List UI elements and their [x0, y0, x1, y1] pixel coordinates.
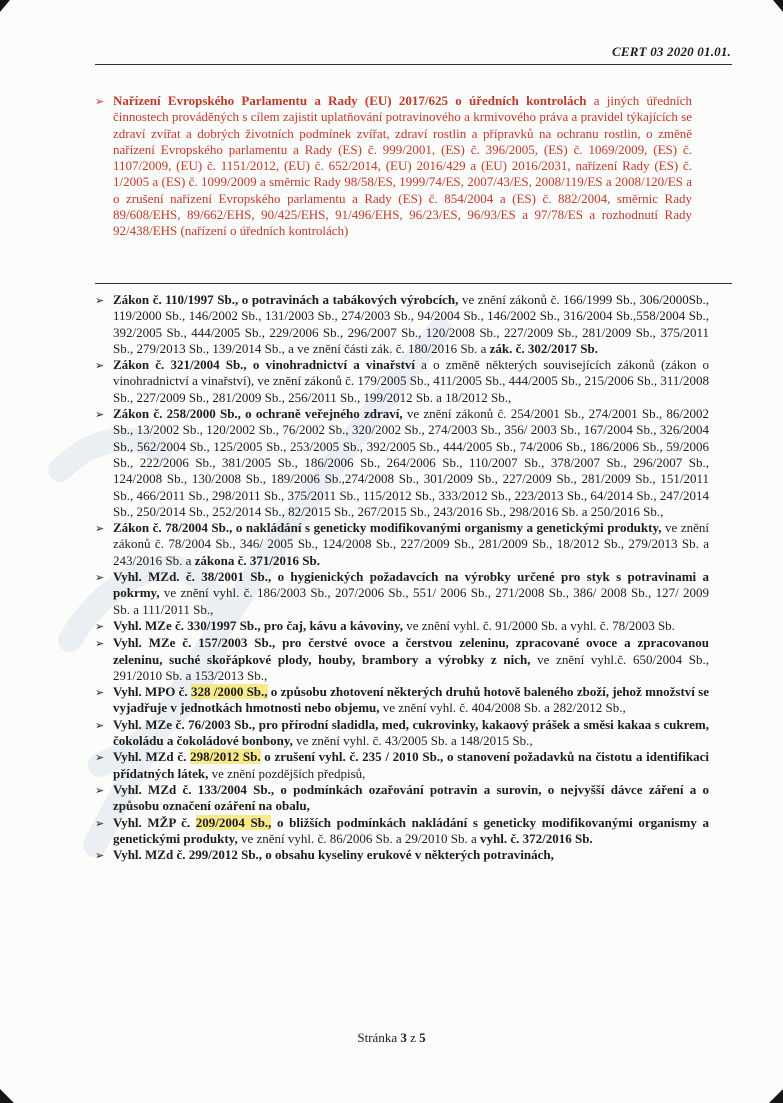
list-item	[95, 357, 709, 406]
list-item	[95, 635, 709, 684]
highlighted-text: 328 /2000 Sb.,	[190, 684, 268, 700]
list-item	[95, 93, 692, 240]
list-item-text	[113, 635, 709, 684]
list-item	[95, 292, 709, 357]
list-item-text	[113, 717, 709, 750]
text-segment: ve znění zákonů č. 254/2001 Sb., 274/2001 Sb., 86/2002 Sb., 13/2002 Sb., 120/2002 Sb., 76/2002 Sb., 320/2002 Sb., 274/2003 Sb., 356/ 2003 Sb., 167/2004 Sb., 326/2004 Sb., 562/2004 Sb., 125/2005 Sb., 253/2005 Sb., 392/2005 Sb., 444/2005 Sb., 74/2006 Sb., 186/2006 Sb., 59/2006 Sb., 222/2006 Sb., 381/2005 Sb., 186/2006 Sb., 264/2006 Sb., 110/2007 Sb., 378/2007 Sb., 296/2007 Sb., 124/2008 Sb., 130/2008 Sb., 189/2006 Sb.,274/2008 Sb., 301/2009 Sb., 227/2009 Sb., 281/2009 Sb., 151/2011 Sb., 466/2011 Sb., 298/2011 Sb., 375/2011 Sb., 115/2012 Sb., 333/2012 Sb., 223/2013 Sb., 64/2014 Sb., 247/2014 Sb., 250/2014 Sb., 252/2014 Sb., 82/2015 Sb., 267/2015 Sb., 243/2016 Sb., 298/2016 Sb. a 250/2016 Sb.,	[113, 406, 709, 519]
text-segment: ve znění vyhl. č. 91/2000 Sb. a vyhl. č. 78/2003 Sb.	[403, 617, 675, 633]
arrow-bullet-icon: ➢	[95, 816, 105, 830]
list-item	[95, 406, 709, 520]
text-segment: Vyhl. MZd č.	[113, 749, 191, 765]
text-segment: ve znění vyhl. č. 186/2003 Sb., 207/2006 Sb., 551/ 2006 Sb., 271/2008 Sb., 386/ 2008 Sb., 127/ 2009 Sb. a 111/2011 Sb.,	[113, 585, 709, 617]
text-segment: Vyhl. MZd č. 133/2004 Sb., o podmínkách ozařování potravin a surovin, o nejvyšší dávce záření a o způsobu označení ozáření na obalu,	[113, 781, 709, 814]
list-item-text	[113, 93, 692, 240]
text-segment: o zrušení vyhl. č. 235 / 2010 Sb., o stanovení požadavků na čistotu a identifikaci přídatných látek,	[113, 749, 709, 781]
list-item-text	[113, 815, 709, 848]
list-item-text	[113, 520, 709, 569]
highlighted-text: 209/2004 Sb.,	[195, 814, 272, 830]
list-item	[95, 815, 709, 848]
list-item-text	[113, 684, 709, 717]
text-segment: ve znění zákonů č. 78/2004 Sb., 346/ 2005 Sb., 124/2008 Sb., 227/2009 Sb., 281/2009 Sb., 18/2012 Sb., 279/2013 Sb. a 243/2016 Sb. a	[113, 520, 710, 568]
list-item-text	[113, 357, 709, 406]
arrow-bullet-icon: ➢	[95, 95, 105, 108]
text-segment: Vyhl. MZe č. 330/1997 Sb., pro čaj, kávu a kávoviny,	[113, 617, 404, 633]
footer-page-total: 5	[419, 1030, 426, 1045]
scan-artifact-bottom-right	[769, 1089, 783, 1103]
text-segment: Vyhl. MZe č. 157/2003 Sb., pro čerstvé ovoce a čerstvou zeleninu, zpracované ovoce a zpracovanou zeleninu, suché skořápkové plody, houby, brambory a výrobky z nich,	[113, 635, 709, 667]
scan-artifact-top-left	[0, 0, 10, 12]
text-segment: zák. č. 302/2017 Sb.	[489, 340, 598, 356]
text-segment: Vyhl. MPO č.	[113, 684, 191, 700]
list-item	[95, 618, 709, 635]
list-item	[95, 520, 709, 569]
text-segment: ve znění vyhl. č. 43/2005 Sb. a 148/2015 Sb.,	[292, 733, 533, 749]
arrow-bullet-icon: ➢	[95, 686, 105, 700]
text-segment: ve znění vyhl. č. 86/2006 Sb. a 29/2010 Sb. a	[237, 830, 480, 846]
list-item	[95, 847, 709, 864]
text-segment: Vyhl. MZd. č. 38/2001 Sb., o hygienických požadavcích na výrobky určené pro styk s potravinami a pokrmy,	[113, 569, 709, 601]
arrow-bullet-icon: ➢	[95, 783, 105, 797]
list-item-text	[113, 618, 709, 635]
text-segment: o způsobu zhotovení některých druhů hotově baleného zboží, jehož množství se vyjadřuje v jednotkách hmotnosti nebo objemu,	[113, 684, 709, 716]
highlighted-text: 298/2012 Sb.	[190, 749, 261, 765]
list-item-text	[113, 569, 709, 618]
arrow-bullet-icon: ➢	[95, 571, 105, 585]
text-segment: a o změně některých souvisejících zákonů (zákon o vinohradnictví a vinařství), ve znění zákonů č. 179/2005 Sb., 411/2005 Sb., 444/2005 Sb., 215/2006 Sb., 311/2008 Sb., 227/2009 Sb., 281/2009 Sb., 256/2011 Sb., 199/2012 Sb. a 18/2012 Sb.,	[113, 357, 709, 405]
list-item-text	[113, 292, 709, 357]
list-item-text	[113, 749, 709, 782]
text-segment: zákona č. 371/2016 Sb.	[194, 552, 320, 568]
list-item	[95, 717, 709, 750]
text-segment: vyhl. č. 372/2016 Sb.	[480, 830, 593, 846]
text-segment: ve znění zákonů č. 166/1999 Sb., 306/2000Sb., 119/2000 Sb., 146/2002 Sb., 131/2003 Sb., 274/2003 Sb., 94/2004 Sb., 146/2002 Sb., 316/2004 Sb.,558/2004 Sb., 392/2005 Sb., 444/2005 Sb., 229/2006 Sb., 296/2007 Sb., 120/2008 Sb., 227/2009 Sb., 281/2009 Sb., 375/2011 Sb., 279/2013 Sb., 139/2014 Sb., a ve znění části zák. č. 180/2016 Sb. a	[113, 292, 709, 356]
scan-artifact-top-right	[773, 0, 783, 12]
arrow-bullet-icon: ➢	[95, 619, 105, 633]
page-footer	[0, 1030, 783, 1046]
text-segment: Vyhl. MZd č. 299/2012 Sb., o obsahu kyseliny erukové v některých potravinách,	[113, 847, 554, 863]
text-segment: Zákon č. 258/2000 Sb., o ochraně veřejného zdraví,	[113, 406, 403, 422]
header-divider	[95, 64, 732, 65]
list-item-text	[113, 782, 709, 815]
scan-artifact-bottom-left	[0, 1089, 14, 1103]
arrow-bullet-icon: ➢	[95, 522, 105, 536]
text-segment: ve znění vyhl.č. 650/2004 Sb., 291/2010 Sb. a 153/2013 Sb.,	[113, 651, 709, 683]
text-segment: Nařízení Evropského Parlamentu a Rady (EU) 2017/625 o úředních kontrolách	[113, 93, 587, 108]
text-segment: Vyhl. MZe č. 76/2003 Sb., pro přírodní sladidla, med, cukrovinky, kakaový prášek a směsi kakaa s cukrem, čokoládu a čokoládové bonbony,	[113, 716, 709, 749]
arrow-bullet-icon: ➢	[95, 359, 105, 373]
footer-page-number: 3	[400, 1030, 407, 1045]
regulation-list-national	[95, 292, 709, 864]
footer-separator: z	[410, 1030, 416, 1045]
arrow-bullet-icon: ➢	[95, 294, 105, 307]
section-divider	[95, 283, 732, 284]
arrow-bullet-icon: ➢	[95, 718, 105, 732]
text-segment: Vyhl. MŽP č.	[113, 814, 196, 830]
list-item	[95, 684, 709, 717]
text-segment: ve znění pozdějších předpisů,	[208, 765, 366, 781]
list-item-text	[113, 847, 709, 864]
list-item	[95, 782, 709, 815]
document-header-code: CERT 03 2020 01.01.	[611, 44, 731, 59]
arrow-bullet-icon: ➢	[95, 751, 105, 765]
arrow-bullet-icon: ➢	[95, 849, 105, 863]
arrow-bullet-icon: ➢	[95, 408, 105, 422]
text-segment: Zákon č. 321/2004 Sb., o vinohradnictví a vinařství	[113, 357, 416, 373]
list-item-text	[113, 406, 709, 520]
text-segment: Zákon č. 110/1997 Sb., o potravinách a tabákových výrobcích,	[113, 292, 459, 307]
list-item	[95, 749, 709, 782]
text-segment: ve znění vyhl. č. 404/2008 Sb. a 282/2012 Sb.,	[379, 700, 626, 716]
footer-label: Stránka	[357, 1030, 398, 1045]
text-segment: o bližších podmínkách nakládání s geneticky modifikovanými organismy a genetickými produkty,	[113, 814, 709, 846]
list-item	[95, 569, 709, 618]
text-segment: Zákon č. 78/2004 Sb., o nakládání s geneticky modifikovanými organismy a genetickými produkty,	[113, 520, 662, 536]
regulation-list-eu	[95, 93, 692, 240]
text-segment: a jiných úředních činnostech prováděných s cílem zajistit uplatňování potravinového a krmivového práva a pravidel týkajících se zdraví zvířat a dobrých životních podmínek zvířat, zdraví rostlin a přípravků na ochranu rostlin, o změně nařízení Evropského parlamentu a Rady (ES) č. 999/2001, (ES) č. 396/2005, (ES) č. 1069/2009, (ES) č. 1107/2009, (EU) č. 1151/2012, (EU) č. 652/2014, (EU) 2016/429 a (EU) 2016/2031, nařízení Rady (ES) č. 1/2005 a (ES) č. 1099/2009 a směrnic Rady 98/58/ES, 1999/74/ES, 2007/43/ES, 2008/119/ES a 2008/120/ES a o zrušení nařízení Evropského parlamentu a Rady (ES) č. 854/2004 a (ES) č. 882/2004, směrnic Rady 89/608/EHS, 89/662/EHS, 90/425/EHS, 91/496/EHS, 96/23/ES, 96/93/ES a 97/78/ES a rozhodnutí Rady 92/438/EHS (nařízení o úředních kontrolách)	[113, 93, 692, 239]
arrow-bullet-icon: ➢	[95, 637, 105, 651]
